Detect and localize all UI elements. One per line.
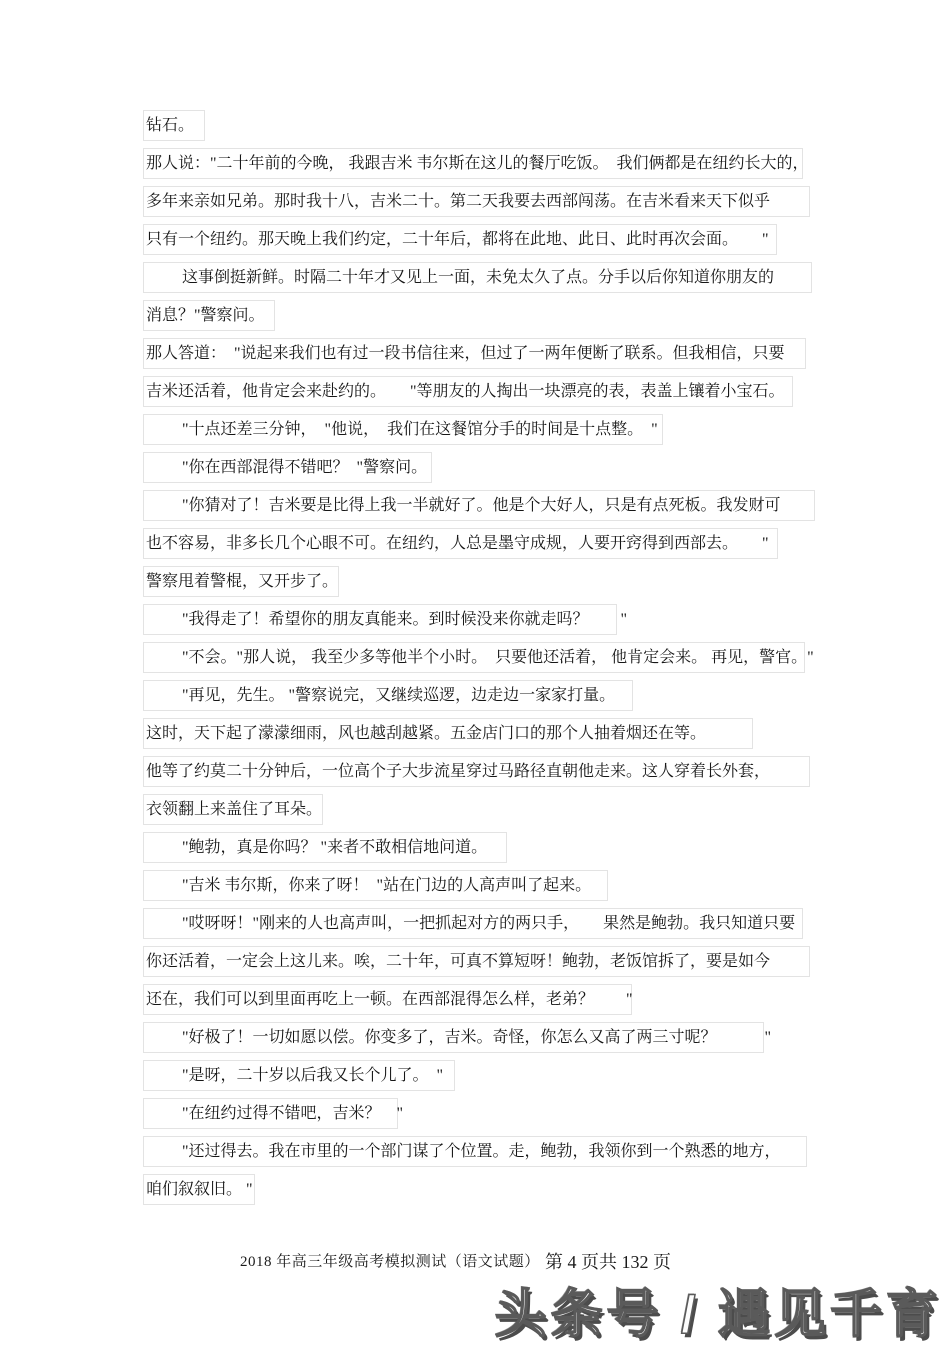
footer-page-indicator: 第 4 页共 132 页	[545, 1252, 671, 1272]
text-line: "你猜对了！吉米要是比得上我一半就好了。他是个大好人，只是有点死板。我发财可	[143, 490, 815, 521]
text-line: 你还活着，一定会上这儿来。唉，二十年，可真不算短呀！鲍勃，老饭馆拆了，要是如今	[143, 946, 810, 977]
text-line: 那人说："二十年前的今晚， 我跟吉米 韦尔斯在这儿的餐厅吃饭。 我们俩都是在纽约长大的，	[143, 148, 803, 179]
text-line: 咱们叙叙旧。 "	[143, 1174, 255, 1205]
text-line: 只有一个纽约。那天晚上我们约定，二十年后，都将在此地、此日、此时再次会面。 "	[143, 224, 777, 255]
text-line: 警察甩着警棍，又开步了。	[143, 566, 339, 597]
text-line: "吉米 韦尔斯，你来了呀！ "站在门边的人高声叫了起来。	[143, 870, 608, 901]
text-line: 这时，天下起了濛濛细雨，风也越刮越紧。五金店门口的那个人抽着烟还在等。	[143, 718, 753, 749]
text-line: 还在，我们可以到里面再吃上一顿。在西部混得怎么样，老弟？ "	[143, 984, 632, 1015]
watermark-text: 头条号 / 遇见千育	[494, 1286, 942, 1344]
text-line: 吉米还活着，他肯定会来赴约的。 "等朋友的人掏出一块漂亮的表，表盖上镶着小宝石。	[143, 376, 793, 407]
text-line: "哎呀呀！"刚来的人也高声叫，一把抓起对方的两只手， 果然是鲍勃。我只知道只要	[143, 908, 803, 939]
text-line: 钻石。	[143, 110, 205, 141]
text-line: "好极了！一切如愿以偿。你变多了，吉米。奇怪，你怎么又高了两三寸呢？ "	[143, 1022, 764, 1053]
text-line: 也不容易，非多长几个心眼不可。在纽约，人总是墨守成规，人要开窍得到西部去。 "	[143, 528, 778, 559]
document-body	[143, 110, 823, 1212]
text-line: 这事倒挺新鲜。时隔二十年才又见上一面，未免太久了点。分手以后你知道你朋友的	[143, 262, 812, 293]
text-line: "还过得去。我在市里的一个部门谋了个位置。走，鲍勃，我领你到一个熟悉的地方，	[143, 1136, 807, 1167]
text-line: "十点还差三分钟， "他说， 我们在这餐馆分手的时间是十点整。 "	[143, 414, 663, 445]
text-line: "鲍勃，真是你吗？ "来者不敢相信地问道。	[143, 832, 507, 863]
text-line: "我得走了！希望你的朋友真能来。到时候没来你就走吗？ "	[143, 604, 617, 635]
text-line: 他等了约莫二十分钟后，一位高个子大步流星穿过马路径直朝他走来。这人穿着长外套，	[143, 756, 810, 787]
text-line: 衣领翻上来盖住了耳朵。	[143, 794, 323, 825]
page-footer	[0, 1246, 952, 1274]
text-line: 那人答道： "说起来我们也有过一段书信往来，但过了一两年便断了联系。但我相信，只要	[143, 338, 806, 369]
text-line: "在纽约过得不错吧，吉米？ "	[143, 1098, 398, 1129]
text-line: 消息？"警察问。	[143, 300, 275, 331]
text-line: "再见，先生。 "警察说完，又继续巡逻，边走边一家家打量。	[143, 680, 633, 711]
text-line: "不会。"那人说， 我至少多等他半个小时。 只要他还活着， 他肯定会来。 再见，警官。"	[143, 642, 805, 673]
text-line: 多年来亲如兄弟。那时我十八，吉米二十。第二天我要去西部闯荡。在吉米看来天下似乎	[143, 186, 810, 217]
text-line: "你在西部混得不错吧？ "警察问。	[143, 452, 432, 483]
text-line: "是呀，二十岁以后我又长个儿了。 "	[143, 1060, 455, 1091]
footer-exam-title: 2018 年高三年级高考模拟测试（语文试题）	[240, 1254, 540, 1270]
